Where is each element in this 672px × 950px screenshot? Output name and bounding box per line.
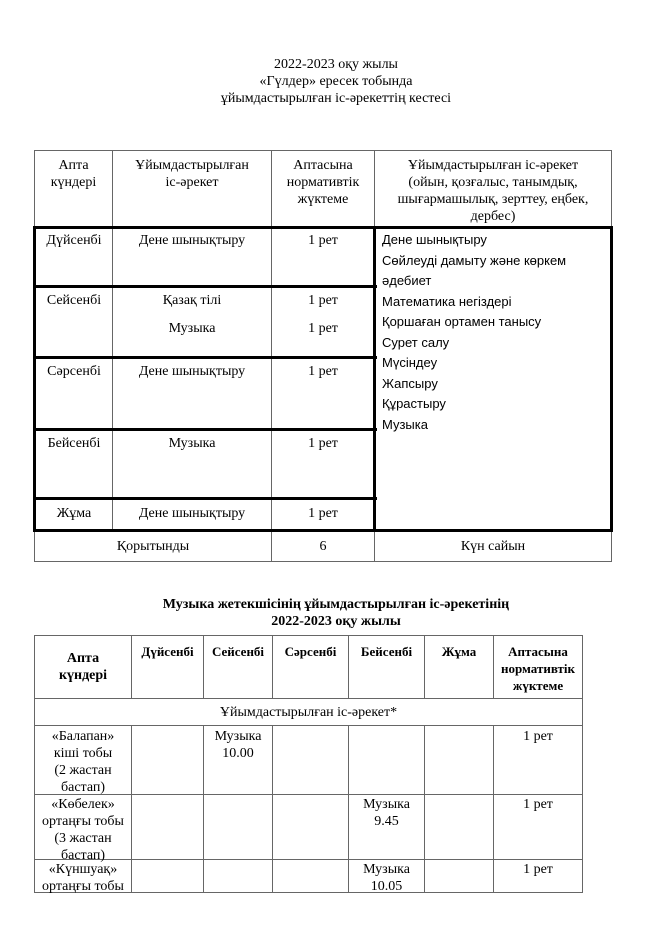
list-item: әдебиет <box>382 273 432 288</box>
activity-list <box>382 230 608 435</box>
group-name: «Күншуақ» ортаңғы тобы <box>42 862 124 894</box>
total-value: 6 <box>319 539 327 554</box>
row-load: 1 рет <box>308 293 338 308</box>
music-load: 1 рет <box>523 862 553 877</box>
music-header-day: Жұма <box>441 644 477 659</box>
music-header-days: Апта күндері <box>58 651 108 683</box>
list-item: Жапсыру <box>382 375 438 391</box>
row-load: 1 рет <box>308 436 338 451</box>
row-day: Жұма <box>56 506 92 521</box>
music-cell: Музыка 10.05 <box>363 862 410 894</box>
total-label: Қорытынды <box>116 539 190 554</box>
group-name: «Балапан» кіші тобы (2 жастан бастап) <box>51 729 115 795</box>
row-day: Сейсенбі <box>46 293 102 308</box>
list-item: Мүсіндеу <box>382 355 438 370</box>
list-item: Дене шынықтыру <box>382 232 487 247</box>
row-day: Бейсенбі <box>47 436 101 451</box>
row-load: 1 рет <box>308 321 338 336</box>
row-activity: Қазақ тілі <box>162 293 222 308</box>
total-note: Күн сайын <box>460 539 526 554</box>
row-load: 1 рет <box>308 233 338 248</box>
list-item: Музыка <box>382 416 428 432</box>
section2-title-line2: 2022-2023 оқу жылы <box>271 614 401 629</box>
row-activity: Дене шынықтыру <box>138 233 246 248</box>
section2-title-line1: Музыка жетекшісінің ұйымдастырылған іс-әрекетінің <box>162 597 510 612</box>
list-item: Сурет салу <box>382 334 450 350</box>
music-header-day: Дүйсенбі <box>141 644 194 659</box>
row-activity: Музыка <box>168 321 216 336</box>
music-subheader: Ұйымдастырылған іс-әрекет* <box>219 705 398 720</box>
header-days: Апта күндері <box>50 158 97 190</box>
doc-title-line3: ұйымдастырылған іс-әрекеттің кестесі <box>220 91 452 106</box>
header-activity: Ұйымдастырылған іс-әрекет <box>135 158 249 190</box>
row-activity: Дене шынықтыру <box>138 506 246 521</box>
music-header-day: Бейсенбі <box>360 644 413 659</box>
list-item: Құрастыру <box>382 396 446 411</box>
list-item: Сөйлеуді дамыту және көркем <box>382 252 567 268</box>
doc-title-line1: 2022-2023 оқу жылы <box>274 57 398 72</box>
music-header-load: Аптасына нормативтік жүктеме <box>500 644 575 693</box>
list-item: Математика негіздері <box>382 293 512 309</box>
doc-title-line2: «Гүлдер» ересек тобында <box>259 74 413 89</box>
row-day: Дүйсенбі <box>46 233 102 248</box>
row-day: Сәрсенбі <box>47 364 101 379</box>
music-load: 1 рет <box>523 729 553 744</box>
music-header-day: Сейсенбі <box>211 644 265 659</box>
row-load: 1 рет <box>308 506 338 521</box>
music-cell: Музыка 9.45 <box>363 797 410 829</box>
row-activity: Музыка <box>168 436 216 451</box>
header-activity-types: Ұйымдастырылған іс-әрекет (ойын, қозғалыс, танымдық, шығармашылық, зерттеу, еңбек, дербес) <box>397 158 589 224</box>
group-name: «Көбелек» ортаңғы тобы (3 жастан бастап) <box>42 797 124 863</box>
music-load: 1 рет <box>523 797 553 812</box>
row-activity: Дене шынықтыру <box>138 364 246 379</box>
music-header-day: Сәрсенбі <box>284 644 337 659</box>
music-cell: Музыка 10.00 <box>214 729 262 761</box>
row-load: 1 рет <box>308 364 338 379</box>
header-load: Аптасына нормативтік жүктеме <box>286 158 360 207</box>
list-item: Қоршаған ортамен танысу <box>382 314 542 329</box>
